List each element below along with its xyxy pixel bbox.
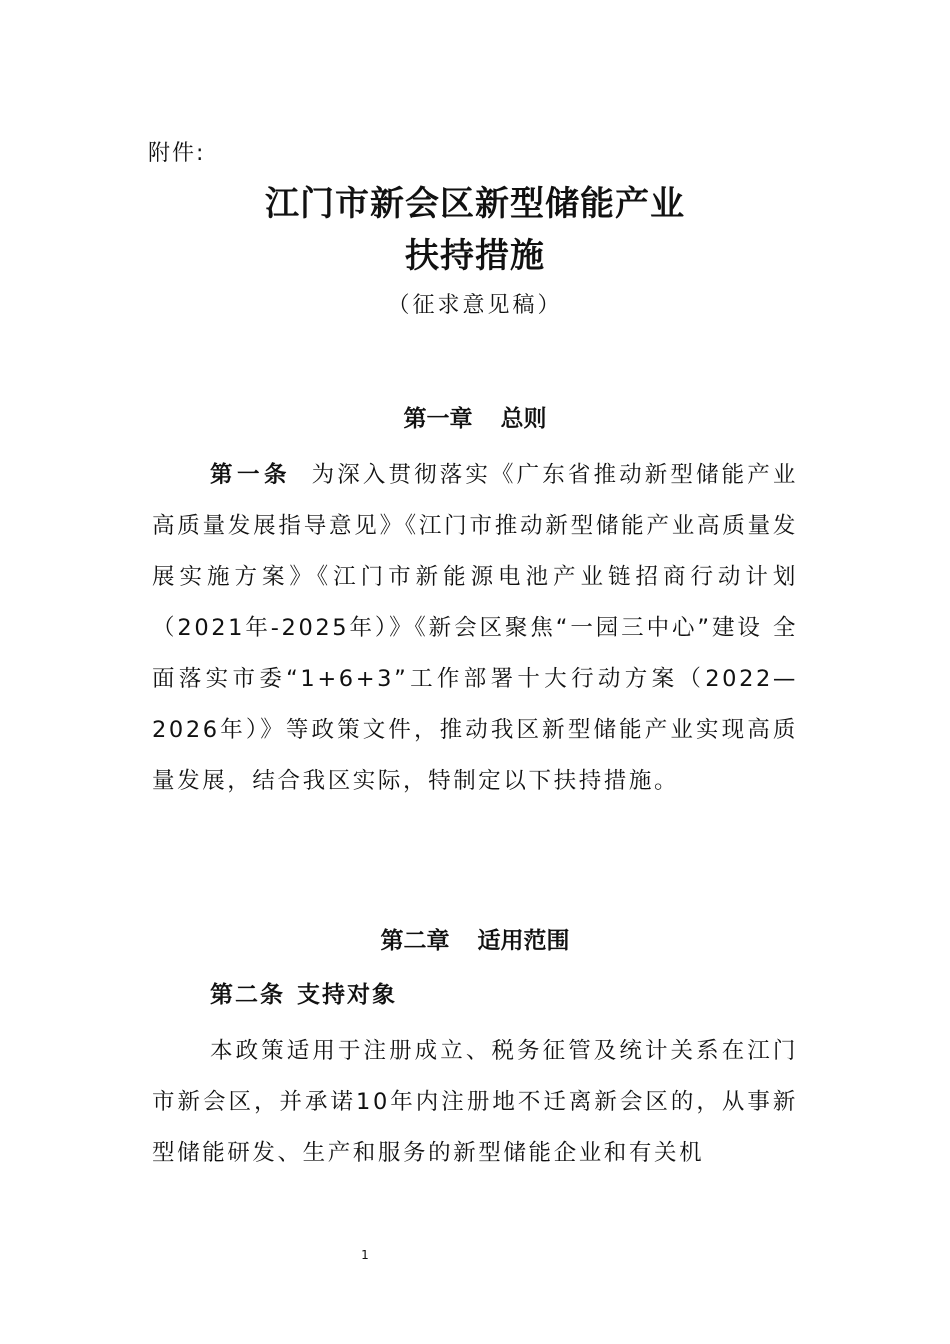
document-title-line-2: 扶持措施 [405, 236, 545, 276]
article-1-text: 为深入贯彻落实《广东省推动新型储能产业高质量发展指导意见》《江门市推动新型储能产业高质量发展实施方案》《江门市新能源电池产业链招商行动计划（2021年-2025年）》《新会区聚焦“一园三中心”建设 全面落实市委“1+6+3”工作部署十大行动方案（2022—2026年）》等政策文件，推动我区新型储能产业实现高质量发展，结合我区实际，特制定以下扶持措施。 [152, 462, 798, 794]
chapter-number: 第二章 [380, 928, 450, 954]
page-number: 1 [361, 1248, 369, 1262]
article-2-heading [210, 976, 397, 1009]
chapter-heading-1 [0, 400, 950, 433]
article-2-label: 第二条 [210, 982, 285, 1008]
chapter-name: 总则 [500, 406, 547, 432]
article-2-title: 支持对象 [297, 982, 397, 1008]
article-1-label: 第一条 [210, 462, 292, 488]
attachment-label: 附件: [148, 141, 206, 166]
document-title-line-1: 江门市新会区新型储能产业 [265, 184, 685, 224]
chapter-heading-2 [0, 922, 950, 955]
chapter-name: 适用范围 [477, 928, 570, 954]
article-1-paragraph [152, 450, 798, 807]
chapter-number: 第一章 [403, 406, 473, 432]
document-subtitle: （征求意见稿） [387, 293, 563, 318]
article-2-paragraph: 本政策适用于注册成立、税务征管及统计关系在江门市新会区，并承诺10年内注册地不迁离新会区的，从事新型储能研发、生产和服务的新型储能企业和有关机 [152, 1038, 798, 1166]
